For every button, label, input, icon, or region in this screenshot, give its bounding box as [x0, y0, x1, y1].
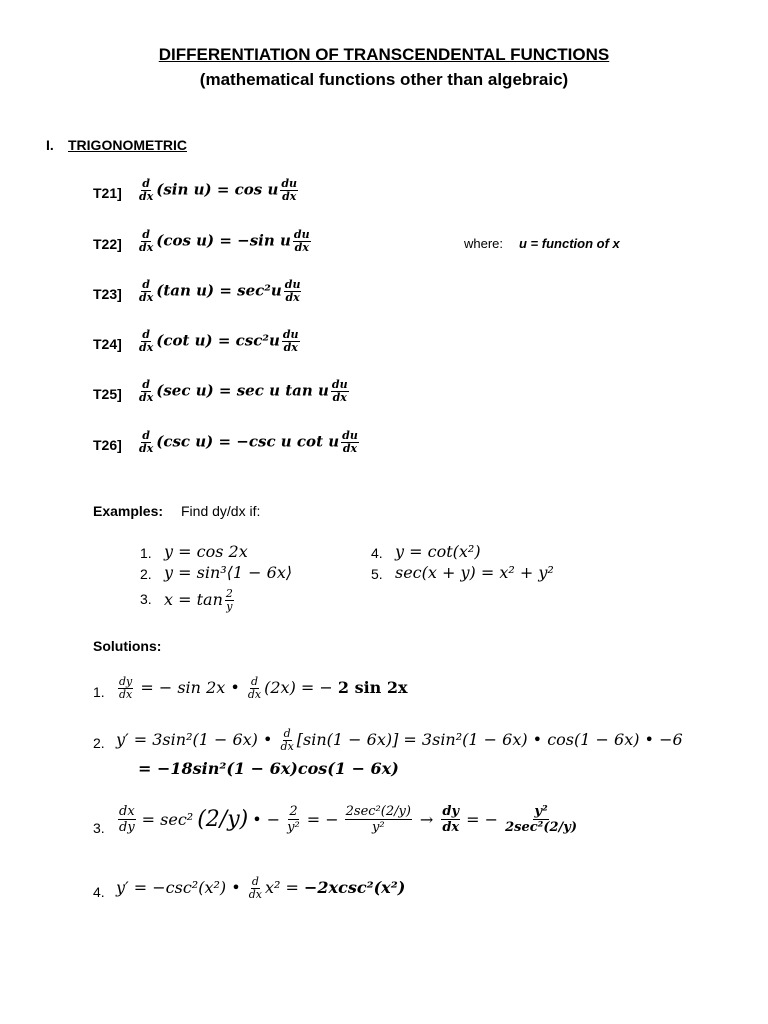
- formula-expression: [136, 178, 300, 203]
- fraction-numerator: dy: [119, 675, 133, 688]
- fraction-denominator: dx: [119, 688, 133, 701]
- solution-2-line-2: = −18sin²(1 − 6x)cos(1 − 6x): [138, 759, 399, 778]
- example-3: [164, 588, 236, 613]
- fraction-denominator: dx: [139, 291, 154, 304]
- solution-1-number: 1.: [93, 684, 105, 700]
- d-dx-fraction: [138, 178, 154, 203]
- solution-3-number: 3.: [93, 820, 105, 836]
- d-dx-fraction: [247, 676, 262, 701]
- d-dx-fraction: [138, 329, 154, 354]
- solution-2-part-b: [sin(1 − 6x)] = 3sin²(1 − 6x) • cos(1 − 6x) • −6: [296, 730, 683, 749]
- dx-dy-fraction: [118, 804, 136, 835]
- d-dx-fraction: [138, 229, 154, 254]
- fraction-numerator: d: [142, 378, 150, 391]
- formula-function: (sin u) =: [156, 180, 235, 199]
- formula-label: T23]: [93, 286, 122, 302]
- fraction-denominator: dx: [332, 391, 347, 404]
- solution-3-equals-2: = −: [466, 810, 499, 829]
- solution-2-number: 2.: [93, 735, 105, 751]
- fraction-numerator: dx: [119, 804, 135, 819]
- example-1: y = cos 2x: [164, 542, 248, 561]
- fraction-numerator: d: [142, 328, 150, 341]
- fraction-denominator: dx: [442, 820, 460, 835]
- formula-label: T25]: [93, 386, 122, 402]
- fraction-denominator: dx: [280, 740, 294, 753]
- fraction-denominator: y: [226, 600, 233, 613]
- formula-expression: [136, 430, 361, 455]
- du-dx-fraction: [284, 279, 302, 304]
- two-over-y-squared: [286, 804, 301, 835]
- sec-over-y-squared: [345, 804, 412, 835]
- formula-expression: [136, 329, 302, 354]
- formula-result: csc²u: [235, 331, 280, 350]
- formula-function: (cot u) =: [156, 331, 236, 350]
- page-title: DIFFERENTIATION OF TRANSCENDENTAL FUNCTIONS: [158, 45, 610, 64]
- d-dx-fraction: [138, 430, 154, 455]
- formula-function: (csc u) =: [156, 432, 237, 451]
- fraction-denominator: dx: [139, 391, 154, 404]
- example-3-text: x = tan: [164, 590, 223, 609]
- fraction-denominator: dx: [248, 888, 262, 901]
- dy-dx-fraction: [118, 676, 133, 701]
- formula-result: −csc u cot u: [236, 432, 340, 451]
- formula-expression: [136, 229, 313, 254]
- fraction-numerator: 2sec²(2/y): [345, 804, 411, 819]
- fraction-numerator: du: [342, 429, 358, 442]
- example-5: sec(x + y) = x² + y²: [395, 563, 554, 582]
- fraction-numerator: 2: [289, 804, 298, 819]
- example-1-number: 1.: [140, 545, 152, 561]
- formula-label: T21]: [93, 185, 122, 201]
- fraction-numerator: d: [283, 727, 291, 740]
- solution-1-answer: 2 sin 2x: [337, 678, 408, 697]
- example-4-number: 4.: [371, 545, 383, 561]
- where-label: where:: [464, 236, 504, 251]
- solution-4-number: 4.: [93, 884, 105, 900]
- du-dx-fraction: [331, 379, 349, 404]
- page-subtitle: (mathematical functions other than algebraic): [199, 70, 569, 89]
- fraction-numerator: du: [293, 228, 310, 241]
- fraction-numerator: dy: [442, 804, 460, 819]
- fraction-numerator: d: [142, 228, 150, 241]
- example-2: y = sin³⟨1 − 6x⟩: [164, 563, 293, 582]
- du-dx-fraction: [280, 178, 298, 203]
- solution-3-sec-squared: = sec²: [141, 810, 194, 829]
- fraction-denominator: dx: [139, 190, 154, 203]
- fraction-denominator: y²: [287, 820, 300, 835]
- solution-3: [116, 804, 580, 835]
- arrow-icon: →: [419, 810, 434, 829]
- formula-result: cos u: [234, 180, 279, 199]
- solution-4-part-a: y′ = −csc²(x²) •: [116, 878, 246, 897]
- solution-2-part-a: y′ = 3sin²(1 − 6x) •: [116, 730, 278, 749]
- examples-label: Examples:: [93, 503, 164, 519]
- fraction-denominator: dx: [247, 688, 262, 701]
- section-heading: TRIGONOMETRIC: [68, 137, 187, 153]
- dy-dx-fraction: [441, 804, 460, 835]
- du-dx-fraction: [293, 229, 311, 254]
- fraction-denominator: dx: [139, 442, 154, 455]
- formula-result: sec u tan u: [236, 381, 329, 400]
- d-dx-fraction: [280, 728, 295, 753]
- examples-prompt: Find dy/dx if:: [181, 503, 261, 519]
- example-4: y = cot(x²): [395, 542, 481, 561]
- solutions-label: Solutions:: [93, 638, 162, 654]
- solution-3-equals: = −: [306, 810, 339, 829]
- fraction-numerator: d: [251, 875, 259, 888]
- fraction-numerator: d: [142, 429, 150, 442]
- fraction-numerator: du: [282, 328, 299, 341]
- solution-4: [116, 876, 405, 901]
- fraction-denominator: dx: [282, 190, 297, 203]
- fraction-denominator: dx: [294, 241, 309, 254]
- fraction-numerator: d: [250, 675, 259, 688]
- formula-expression: [136, 379, 351, 404]
- fraction-numerator: d: [142, 278, 150, 291]
- solution-4-part-b: x² =: [264, 878, 304, 897]
- formula-label: T24]: [93, 336, 122, 352]
- example-3-number: 3.: [140, 591, 152, 607]
- example-3-fraction: [225, 588, 234, 613]
- solution-3-times: • −: [252, 810, 281, 829]
- formula-result: −sin u: [237, 231, 291, 250]
- fraction-denominator: dy: [119, 820, 135, 835]
- d-dx-fraction: [138, 379, 154, 404]
- formula-label: T22]: [93, 236, 122, 252]
- fraction-denominator: dx: [285, 291, 300, 304]
- fraction-numerator: du: [284, 278, 301, 291]
- formula-function: (tan u) =: [156, 281, 238, 300]
- solution-3-argument: (2/y): [197, 807, 249, 832]
- solution-4-answer: −2xcsc²(x²): [304, 878, 406, 897]
- example-2-number: 2.: [140, 566, 152, 582]
- du-dx-fraction: [341, 430, 359, 455]
- fraction-denominator: y²: [372, 820, 385, 835]
- fraction-denominator: dx: [342, 442, 358, 455]
- solution-1: [116, 676, 408, 701]
- section-number: I.: [46, 137, 54, 153]
- solution-1-part-a: = − sin 2x •: [140, 678, 245, 697]
- example-5-number: 5.: [371, 566, 383, 582]
- d-dx-fraction: [248, 876, 263, 901]
- du-dx-fraction: [282, 329, 300, 354]
- fraction-numerator: y²: [534, 804, 548, 819]
- fraction-denominator: dx: [139, 241, 154, 254]
- formula-label: T26]: [93, 437, 122, 453]
- d-dx-fraction: [138, 279, 154, 304]
- fraction-denominator: dx: [283, 341, 298, 354]
- formula-result: sec²u: [237, 281, 282, 300]
- solution-3-answer: [504, 804, 578, 835]
- formula-function: (sec u) =: [156, 381, 237, 400]
- fraction-denominator: dx: [139, 341, 154, 354]
- solution-1-part-b: (2x) = −: [264, 678, 338, 697]
- where-value: u = function of x: [519, 236, 620, 251]
- formula-function: (cos u) =: [156, 231, 238, 250]
- solution-2-line-1: [116, 728, 683, 753]
- fraction-numerator: d: [142, 177, 150, 190]
- fraction-numerator: 2: [225, 587, 233, 600]
- fraction-numerator: du: [331, 378, 348, 391]
- formula-expression: [136, 279, 303, 304]
- fraction-denominator: 2sec²(2/y): [505, 820, 577, 835]
- fraction-numerator: du: [281, 177, 298, 190]
